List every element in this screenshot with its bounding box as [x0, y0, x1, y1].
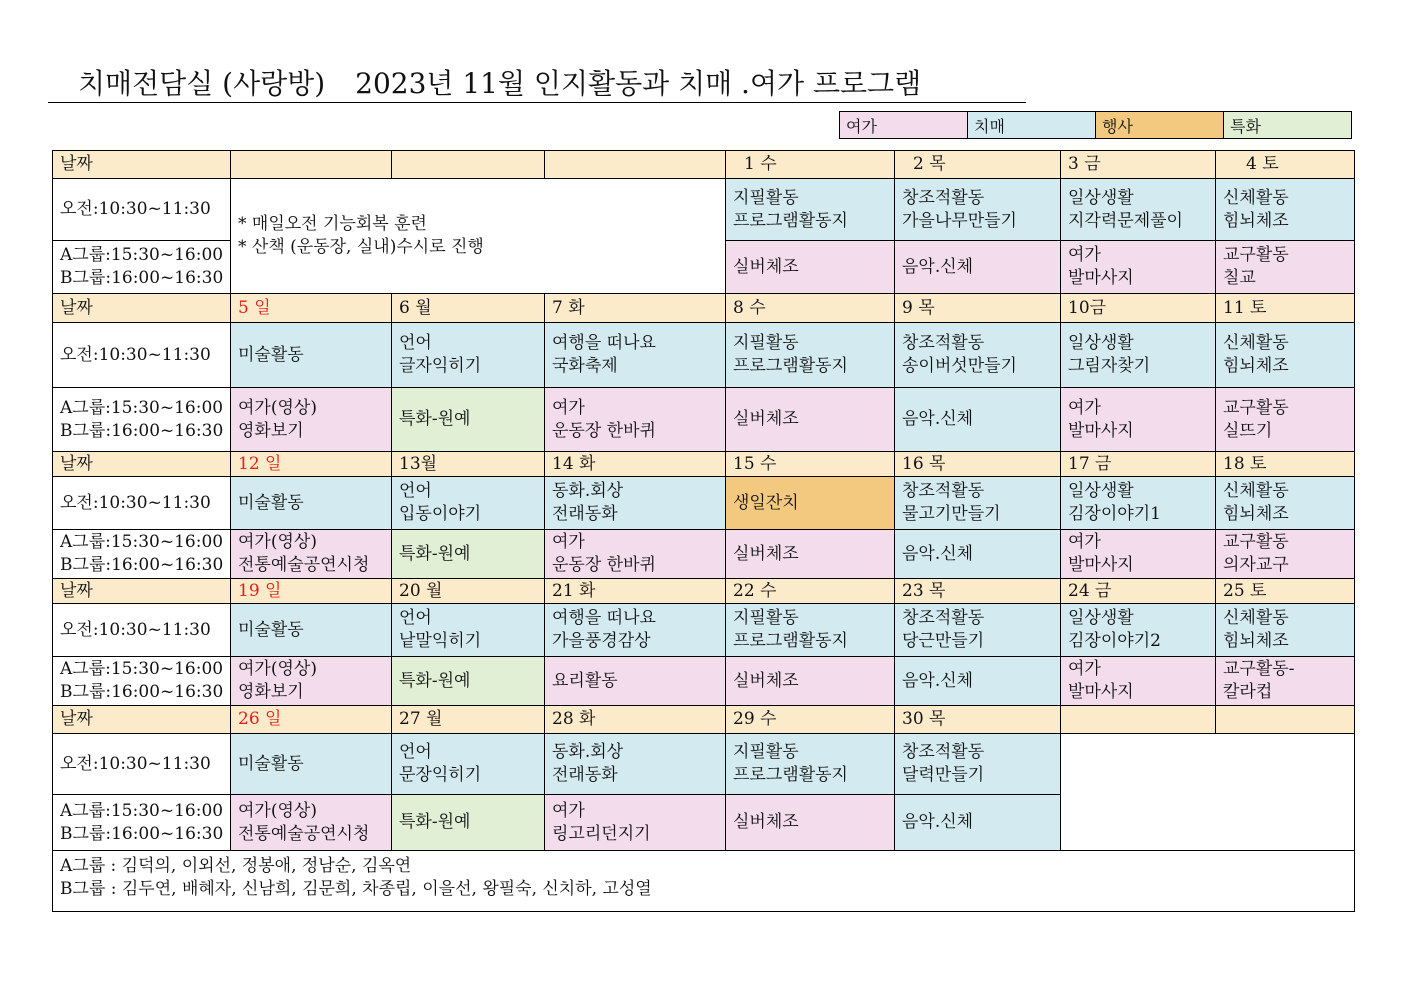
date-cell: 25 토	[1216, 579, 1355, 604]
activity-cell: 지필활동 프로그램활동지	[726, 323, 895, 388]
am-time: 오전:10:30~11:30	[53, 323, 231, 388]
date-label: 날짜	[53, 294, 231, 323]
pm-time: A그룹:15:30~16:00 B그룹:16:00~16:30	[53, 530, 231, 579]
date-cell: 30 목	[895, 706, 1061, 734]
date-cell: 28 화	[545, 706, 726, 734]
page-title	[48, 66, 1026, 103]
schedule-table	[52, 150, 1355, 912]
activity-cell: 창조적활동 당근만들기	[895, 604, 1061, 657]
activity-cell: 동화.회상 전래동화	[545, 734, 726, 795]
activity-cell: 창조적활동 물고기만들기	[895, 477, 1061, 530]
activity-cell: 실버체조	[726, 241, 895, 294]
activity-cell: 여가 발마사지	[1061, 530, 1216, 579]
activity-cell: 미술활동	[231, 604, 392, 657]
date-cell: 6 월	[392, 294, 545, 323]
am-row	[53, 323, 1355, 388]
date-cell: 24 금	[1061, 579, 1216, 604]
activity-cell: 음악.신체	[895, 795, 1061, 851]
activity-cell: 일상생활 김장이야기1	[1061, 477, 1216, 530]
date-cell: 19 일	[231, 579, 392, 604]
am-time: 오전:10:30~11:30	[53, 179, 231, 241]
pm-row	[53, 530, 1355, 579]
date-cell: 4 토	[1216, 151, 1355, 179]
am-time: 오전:10:30~11:30	[53, 604, 231, 657]
date-cell: 2 목	[895, 151, 1061, 179]
activity-cell: 요리활동	[545, 657, 726, 706]
activity-cell: 여가 운동장 한바퀴	[545, 388, 726, 452]
activity-cell: 창조적활동 가을나무만들기	[895, 179, 1061, 241]
activity-cell: 특화-원예	[392, 795, 545, 851]
activity-cell: 신체활동 힘뇌체조	[1216, 323, 1355, 388]
am-row	[53, 477, 1355, 530]
activity-cell: 신체활동 힘뇌체조	[1216, 604, 1355, 657]
activity-cell: 일상생활 지각력문제풀이	[1061, 179, 1216, 241]
group-members	[53, 851, 1355, 912]
activity-cell: 음악.신체	[895, 530, 1061, 579]
group-a: A그룹 : 김덕의, 이외선, 정봉애, 정남순, 김옥연	[60, 856, 412, 876]
activity-cell: 음악.신체	[895, 388, 1061, 452]
category-legend	[839, 111, 1352, 139]
title-right: 2023년 11월 인지활동과 치매 .여가 프로그램	[355, 67, 922, 100]
date-cell	[231, 151, 392, 179]
date-row	[53, 579, 1355, 604]
am-row	[53, 604, 1355, 657]
activity-cell: 언어 글자익히기	[392, 323, 545, 388]
am-time: 오전:10:30~11:30	[53, 734, 231, 795]
empty-cell	[1061, 734, 1355, 851]
date-cell: 1 수	[726, 151, 895, 179]
activity-cell: 신체활동 힘뇌체조	[1216, 477, 1355, 530]
date-cell: 16 목	[895, 452, 1061, 477]
activity-cell: 미술활동	[231, 323, 392, 388]
date-cell: 5 일	[231, 294, 392, 323]
title-left: 치매전담실 (사랑방)	[78, 67, 326, 100]
am-time: 오전:10:30~11:30	[53, 477, 231, 530]
date-label: 날짜	[53, 579, 231, 604]
activity-cell: 실버체조	[726, 795, 895, 851]
activity-cell: 여가(영상) 전통예술공연시청	[231, 795, 392, 851]
activity-cell: 미술활동	[231, 477, 392, 530]
date-cell: 27 월	[392, 706, 545, 734]
date-cell: 20 월	[392, 579, 545, 604]
date-row	[53, 706, 1355, 734]
activity-cell: 여가 운동장 한바퀴	[545, 530, 726, 579]
activity-cell: 실버체조	[726, 530, 895, 579]
activity-cell: 여가(영상) 영화보기	[231, 388, 392, 452]
activity-cell: 특화-원예	[392, 388, 545, 452]
pm-time: A그룹:15:30~16:00 B그룹:16:00~16:30	[53, 388, 231, 452]
legend-special: 특화	[1224, 112, 1352, 139]
date-cell: 26 일	[231, 706, 392, 734]
activity-cell: 여행을 떠나요 국화축제	[545, 323, 726, 388]
date-cell: 8 수	[726, 294, 895, 323]
activity-cell: 특화-원예	[392, 530, 545, 579]
date-cell: 22 수	[726, 579, 895, 604]
date-cell: 13월	[392, 452, 545, 477]
daily-note: * 매일오전 기능회복 훈련 * 산책 (운동장, 실내)수시로 진행	[231, 179, 726, 294]
date-cell: 9 목	[895, 294, 1061, 323]
activity-cell: 언어 입동이야기	[392, 477, 545, 530]
date-cell: 21 화	[545, 579, 726, 604]
date-cell: 15 수	[726, 452, 895, 477]
activity-cell: 교구활동 의자교구	[1216, 530, 1355, 579]
activity-cell: 교구활동 실뜨기	[1216, 388, 1355, 452]
legend-dementia: 치매	[968, 112, 1096, 139]
date-cell: 29 수	[726, 706, 895, 734]
pm-row	[53, 388, 1355, 452]
activity-cell: 지필활동 프로그램활동지	[726, 179, 895, 241]
date-cell: 12 일	[231, 452, 392, 477]
date-cell	[545, 151, 726, 179]
activity-cell: 여가 발마사지	[1061, 388, 1216, 452]
pm-time: A그룹:15:30~16:00 B그룹:16:00~16:30	[53, 657, 231, 706]
date-label: 날짜	[53, 706, 231, 734]
date-row	[53, 151, 1355, 179]
activity-cell: 미술활동	[231, 734, 392, 795]
activity-cell: 언어 문장익히기	[392, 734, 545, 795]
activity-cell: 음악.신체	[895, 657, 1061, 706]
activity-cell: 여가 발마사지	[1061, 241, 1216, 294]
date-cell: 18 토	[1216, 452, 1355, 477]
group-b: B그룹 : 김두연, 배혜자, 신남희, 김문희, 차종립, 이을선, 왕필숙, 신치하, 고성열	[60, 879, 652, 899]
date-row	[53, 452, 1355, 477]
activity-cell: 일상생활 김장이야기2	[1061, 604, 1216, 657]
activity-cell: 특화-원예	[392, 657, 545, 706]
activity-cell: 실버체조	[726, 657, 895, 706]
activity-cell: 신체활동 힘뇌체조	[1216, 179, 1355, 241]
activity-cell: 언어 낱말익히기	[392, 604, 545, 657]
date-label: 날짜	[53, 151, 231, 179]
date-cell: 3 금	[1061, 151, 1216, 179]
activity-cell: 창조적활동 달력만들기	[895, 734, 1061, 795]
am-row	[53, 179, 1355, 241]
activity-cell: 생일잔치	[726, 477, 895, 530]
date-label: 날짜	[53, 452, 231, 477]
date-cell	[1061, 706, 1216, 734]
activity-cell: 여가(영상) 영화보기	[231, 657, 392, 706]
activity-cell: 지필활동 프로그램활동지	[726, 734, 895, 795]
date-row	[53, 294, 1355, 323]
date-cell: 23 목	[895, 579, 1061, 604]
am-row	[53, 734, 1355, 795]
date-cell: 11 토	[1216, 294, 1355, 323]
pm-row	[53, 657, 1355, 706]
pm-time: A그룹:15:30~16:00 B그룹:16:00~16:30	[53, 241, 231, 294]
activity-cell: 여가 링고리던지기	[545, 795, 726, 851]
legend-leisure: 여가	[840, 112, 968, 139]
activity-cell: 교구활동 칠교	[1216, 241, 1355, 294]
date-cell: 17 금	[1061, 452, 1216, 477]
activity-cell: 여가 발마사지	[1061, 657, 1216, 706]
date-cell: 14 화	[545, 452, 726, 477]
activity-cell: 지필활동 프로그램활동지	[726, 604, 895, 657]
activity-cell: 동화.회상 전래동화	[545, 477, 726, 530]
activity-cell: 실버체조	[726, 388, 895, 452]
date-cell	[392, 151, 545, 179]
activity-cell: 음악.신체	[895, 241, 1061, 294]
activity-cell: 창조적활동 송이버섯만들기	[895, 323, 1061, 388]
legend-event: 행사	[1096, 112, 1224, 139]
pm-time: A그룹:15:30~16:00 B그룹:16:00~16:30	[53, 795, 231, 851]
activity-cell: 여행을 떠나요 가을풍경감상	[545, 604, 726, 657]
activity-cell: 교구활동- 칼라컵	[1216, 657, 1355, 706]
activity-cell: 여가(영상) 전통예술공연시청	[231, 530, 392, 579]
activity-cell: 일상생활 그림자찾기	[1061, 323, 1216, 388]
date-cell	[1216, 706, 1355, 734]
date-cell: 7 화	[545, 294, 726, 323]
groups-row	[53, 851, 1355, 912]
date-cell: 10금	[1061, 294, 1216, 323]
